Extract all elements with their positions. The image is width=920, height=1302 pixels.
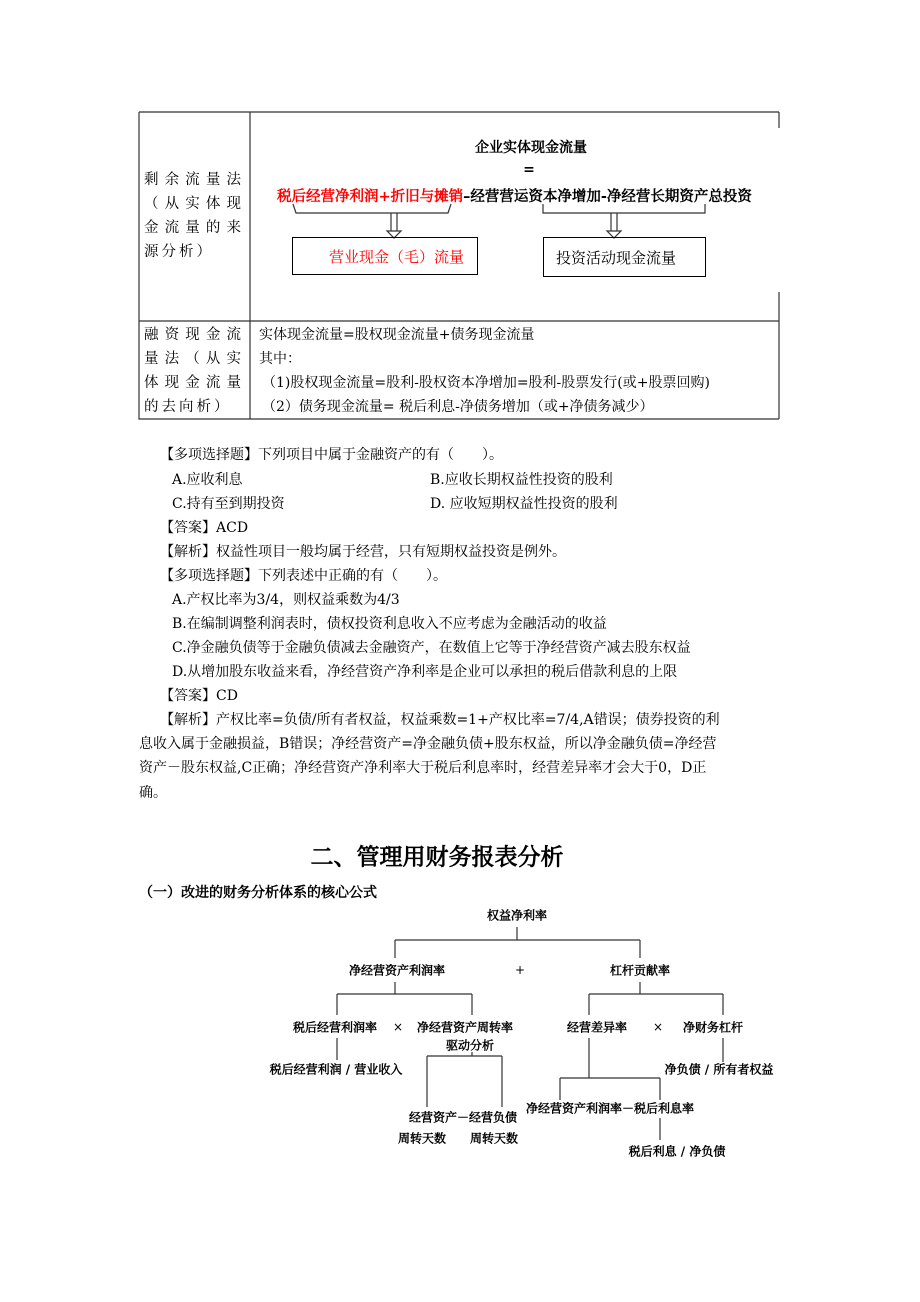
row2-line: （2）债务现金流量= 税后利息-净债务增加（或+净债务减少）	[262, 399, 654, 415]
formula-red: 税后经营净利润+折旧与摊销	[277, 189, 464, 205]
tree-node: 经营资产－经营负债	[408, 1110, 518, 1125]
section-heading: 二、管理用财务报表分析	[310, 844, 564, 871]
q2-question: 【多项选择题】下列表述中正确的有（ ）。	[160, 568, 447, 584]
times-sign: ×	[392, 1020, 404, 1034]
tree-node: 杠杆贡献率	[609, 963, 671, 978]
tree-node: 驱动分析	[445, 1038, 495, 1053]
tree-node: 周转天数	[469, 1131, 519, 1146]
row2-label: 融资现金流量法（从实体现金流量的去向析）	[144, 327, 244, 415]
arrow-right	[607, 213, 621, 238]
tree-node: 净负债 / 所有者权益	[664, 1062, 774, 1077]
q2-analysis-line: 确。	[139, 785, 167, 801]
tree-node: 经营差异率	[566, 1020, 628, 1035]
operating-cash-flow-box: 营业现金（毛）流量	[292, 237, 478, 275]
q2-analysis-line: 息收入属于金融损益，B错误；净经营资产=净金融负债+股东权益，所以净金融负债=净经营	[139, 736, 717, 752]
tree-node: 净经营资产利润率－税后利息率	[525, 1101, 695, 1116]
equals-sign: =	[523, 162, 535, 178]
diagram-title: 企业实体现金流量	[475, 140, 587, 156]
q1-option-c: C.持有至到期投资	[172, 496, 285, 512]
q1-question: 【多项选择题】下列项目中属于金融资产的有（ ）。	[160, 447, 503, 463]
tree-node: 净财务杠杆	[682, 1020, 744, 1035]
q2-option: D.从增加股东收益来看，净经营资产净利率是企业可以承担的税后借款利息的上限	[172, 664, 678, 680]
row1-label: 剩余流量法（从实体现金流量的来源分析）	[144, 172, 244, 260]
investing-cash-flow-box: 投资活动现金流量	[543, 237, 706, 277]
tree-node: 净经营资产周转率	[416, 1020, 514, 1035]
arrow-left	[387, 213, 401, 238]
times-sign: ×	[652, 1020, 664, 1034]
q2-option: A.产权比率为3/4，则权益乘数为4/3	[172, 592, 400, 608]
tree-root: 权益净利率	[486, 908, 548, 923]
q1-option-d: D. 应收短期权益性投资的股利	[430, 496, 618, 512]
tree-node: 周转天数	[397, 1131, 447, 1146]
q2-analysis-line: 资产－股东权益,C正确；净经营资产净利率大于税后利息率时，经营差异率才会大于0，D正	[139, 760, 707, 776]
row2-line: （1)股权现金流量=股利-股权资本净增加=股利-股票发行(或+股票回购)	[262, 375, 710, 391]
row2-line: 其中：	[259, 351, 301, 367]
tree-node: 税后经营利润率	[292, 1020, 378, 1035]
q1-analysis: 【解析】权益性项目一般均属于经营，只有短期权益投资是例外。	[160, 544, 566, 560]
q2-answer: 【答案】CD	[160, 688, 238, 704]
formula	[277, 185, 752, 206]
q1-answer: 【答案】ACD	[160, 520, 249, 536]
section-subheading: （一）改进的财务分析体系的核心公式	[139, 885, 377, 901]
tree-node: 净经营资产利润率	[348, 963, 446, 978]
tree-node: 税后利息 / 净负债	[628, 1144, 726, 1159]
formula-black: –经营营运资本净增加-净经营长期资产总投资	[463, 189, 752, 205]
tree-node: 税后经营利润 / 营业收入	[269, 1062, 403, 1077]
q1-option-b: B.应收长期权益性投资的股利	[430, 472, 613, 488]
q2-option: C.净金融负债等于金融负债减去金融资产，在数值上它等于净经营资产减去股东权益	[172, 640, 691, 656]
q1-option-a: A.应收利息	[172, 472, 243, 488]
row2-line: 实体现金流量=股权现金流量+债务现金流量	[259, 327, 535, 343]
q2-analysis-line: 【解析】产权比率=负债/所有者权益，权益乘数=1+产权比率=7/4,A错误；债券投资的利	[160, 712, 720, 728]
plus-sign: +	[514, 963, 526, 977]
q2-option: B.在编制调整利润表时，债权投资利息收入不应考虑为金融活动的收益	[172, 616, 607, 632]
